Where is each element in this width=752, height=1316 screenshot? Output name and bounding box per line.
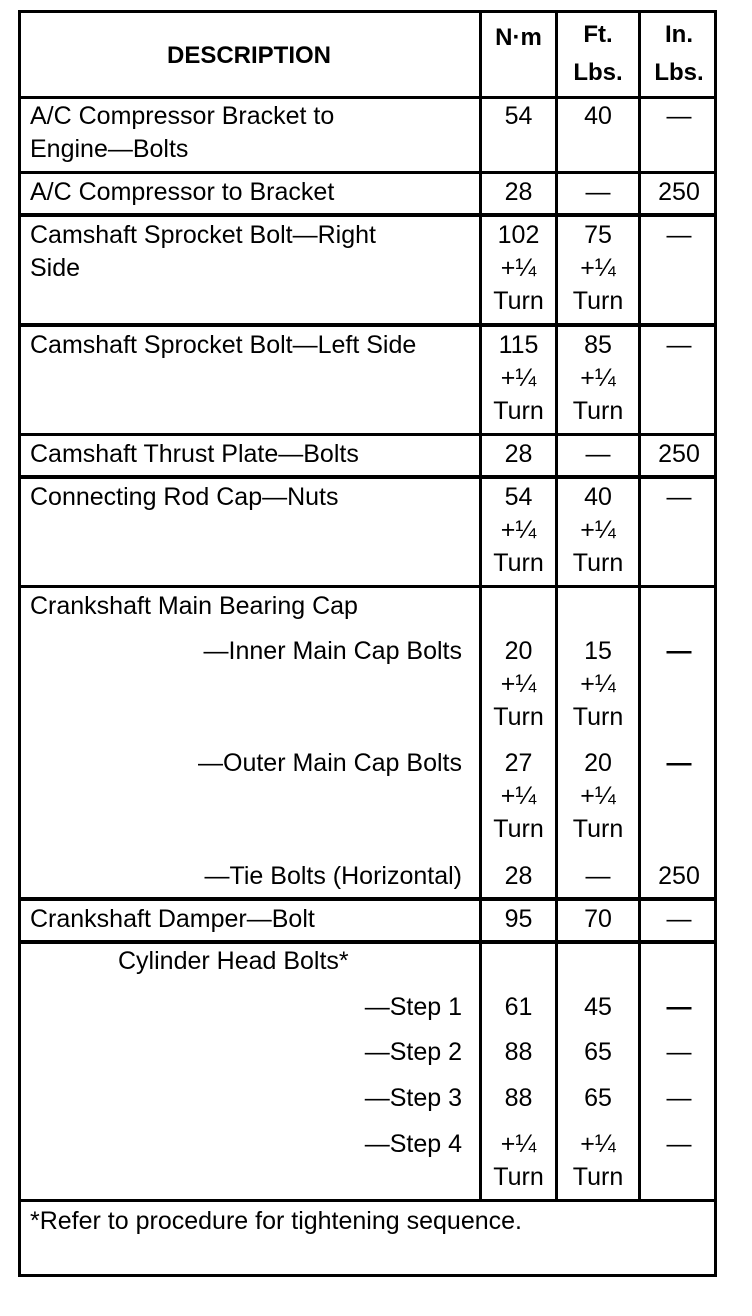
nm-value: 27 xyxy=(504,749,533,777)
in-value: — xyxy=(666,102,692,130)
ft-value: 85 xyxy=(584,331,612,359)
row-description: Connecting Rod Cap—Nuts xyxy=(30,483,339,511)
ft-value: 65 xyxy=(584,1084,612,1112)
ft-value: Turn xyxy=(572,397,624,425)
header-nm: N·m xyxy=(495,24,542,51)
rule xyxy=(21,897,714,901)
nm-value: 28 xyxy=(504,178,533,206)
nm-value: +¼ xyxy=(500,516,537,544)
rule xyxy=(21,940,714,944)
in-value: — xyxy=(666,905,692,933)
row-description: A/C Compressor to Bracket xyxy=(30,178,335,206)
nm-value: 88 xyxy=(504,1038,533,1066)
ft-value: 15 xyxy=(584,637,612,665)
rule xyxy=(21,585,714,588)
in-value: — xyxy=(666,1130,692,1158)
header-in-line2: Lbs. xyxy=(654,59,704,86)
row-description: Camshaft Sprocket Bolt—Right xyxy=(30,221,376,249)
nm-value: +¼ xyxy=(500,364,537,392)
ft-value: 70 xyxy=(584,905,612,933)
sub-description: —Tie Bolts (Horizontal) xyxy=(204,862,462,890)
nm-value: 28 xyxy=(504,440,533,468)
ft-value: Turn xyxy=(572,549,624,577)
nm-value: Turn xyxy=(493,703,544,731)
rule xyxy=(21,213,714,217)
in-value: — xyxy=(666,1038,692,1066)
sub-description: —Outer Main Cap Bolts xyxy=(198,749,462,777)
nm-value: 102 xyxy=(497,221,540,249)
in-value: 250 xyxy=(658,440,700,468)
nm-value: 54 xyxy=(504,102,533,130)
row-description: A/C Compressor Bracket to xyxy=(30,102,335,130)
ft-value: 40 xyxy=(584,483,612,511)
nm-value: +¼ xyxy=(500,254,537,282)
ft-value: 40 xyxy=(584,102,612,130)
nm-value: 54 xyxy=(504,483,533,511)
in-value: — xyxy=(666,221,692,249)
in-value: 250 xyxy=(658,862,700,890)
header-ft-line2: Lbs. xyxy=(573,59,623,86)
row-description: Crankshaft Damper—Bolt xyxy=(30,905,315,933)
nm-value: Turn xyxy=(493,549,544,577)
ft-value: 65 xyxy=(584,1038,612,1066)
nm-value: 20 xyxy=(504,637,533,665)
nm-value: 28 xyxy=(504,862,533,890)
in-value: — xyxy=(666,637,692,665)
nm-value: +¼ xyxy=(500,670,537,698)
ft-value: 20 xyxy=(584,749,612,777)
nm-value: 95 xyxy=(504,905,533,933)
in-value: — xyxy=(666,749,692,777)
ft-value: +¼ xyxy=(580,254,616,282)
in-value: 250 xyxy=(658,178,700,206)
rule-header xyxy=(21,96,714,99)
header-ft-line1: Ft. xyxy=(583,21,613,48)
ft-value: +¼ xyxy=(580,782,616,810)
sub-description: —Step 2 xyxy=(364,1038,462,1066)
rule-footnote xyxy=(21,1199,714,1202)
ft-value: 45 xyxy=(584,993,612,1021)
nm-value: 88 xyxy=(504,1084,533,1112)
nm-value: Turn xyxy=(493,287,544,315)
torque-spec-table xyxy=(18,10,717,1277)
header-in-line1: In. xyxy=(665,21,693,48)
in-value: — xyxy=(666,1084,692,1112)
rule xyxy=(21,171,714,174)
in-value: — xyxy=(666,483,692,511)
ft-value: Turn xyxy=(572,1163,624,1191)
ft-value: +¼ xyxy=(580,670,616,698)
ft-value: — xyxy=(585,178,611,206)
nm-value: +¼ xyxy=(500,1130,537,1158)
nm-value: Turn xyxy=(493,815,544,843)
rule xyxy=(21,323,714,327)
rule xyxy=(21,433,714,436)
sub-description: —Step 3 xyxy=(364,1084,462,1112)
in-value: — xyxy=(666,331,692,359)
row-description: Cylinder Head Bolts* xyxy=(118,947,349,975)
ft-value: Turn xyxy=(572,287,624,315)
sub-description: —Inner Main Cap Bolts xyxy=(203,637,462,665)
ft-value: — xyxy=(585,440,611,468)
sub-description: —Step 1 xyxy=(364,993,462,1021)
ft-value: +¼ xyxy=(580,364,616,392)
row-description: Side xyxy=(30,254,81,282)
row-description: Camshaft Thrust Plate—Bolts xyxy=(30,440,359,468)
ft-value: +¼ xyxy=(580,516,616,544)
ft-value: — xyxy=(585,862,611,890)
nm-value: 115 xyxy=(498,331,539,359)
ft-value: Turn xyxy=(572,703,624,731)
row-description: Camshaft Sprocket Bolt—Left Side xyxy=(30,331,417,359)
ft-value: +¼ xyxy=(580,1130,616,1158)
row-description: Crankshaft Main Bearing Cap xyxy=(30,592,358,620)
nm-value: +¼ xyxy=(500,782,537,810)
nm-value: Turn xyxy=(493,397,544,425)
row-description: Engine—Bolts xyxy=(30,135,189,163)
header-description: DESCRIPTION xyxy=(166,42,331,69)
rule xyxy=(21,475,714,479)
footnote: *Refer to procedure for tightening sequence. xyxy=(30,1207,522,1235)
ft-value: 75 xyxy=(584,221,612,249)
ft-value: Turn xyxy=(572,815,624,843)
sub-description: —Step 4 xyxy=(364,1130,462,1158)
in-value: — xyxy=(666,993,692,1021)
nm-value: Turn xyxy=(493,1163,544,1191)
nm-value: 61 xyxy=(504,993,533,1021)
